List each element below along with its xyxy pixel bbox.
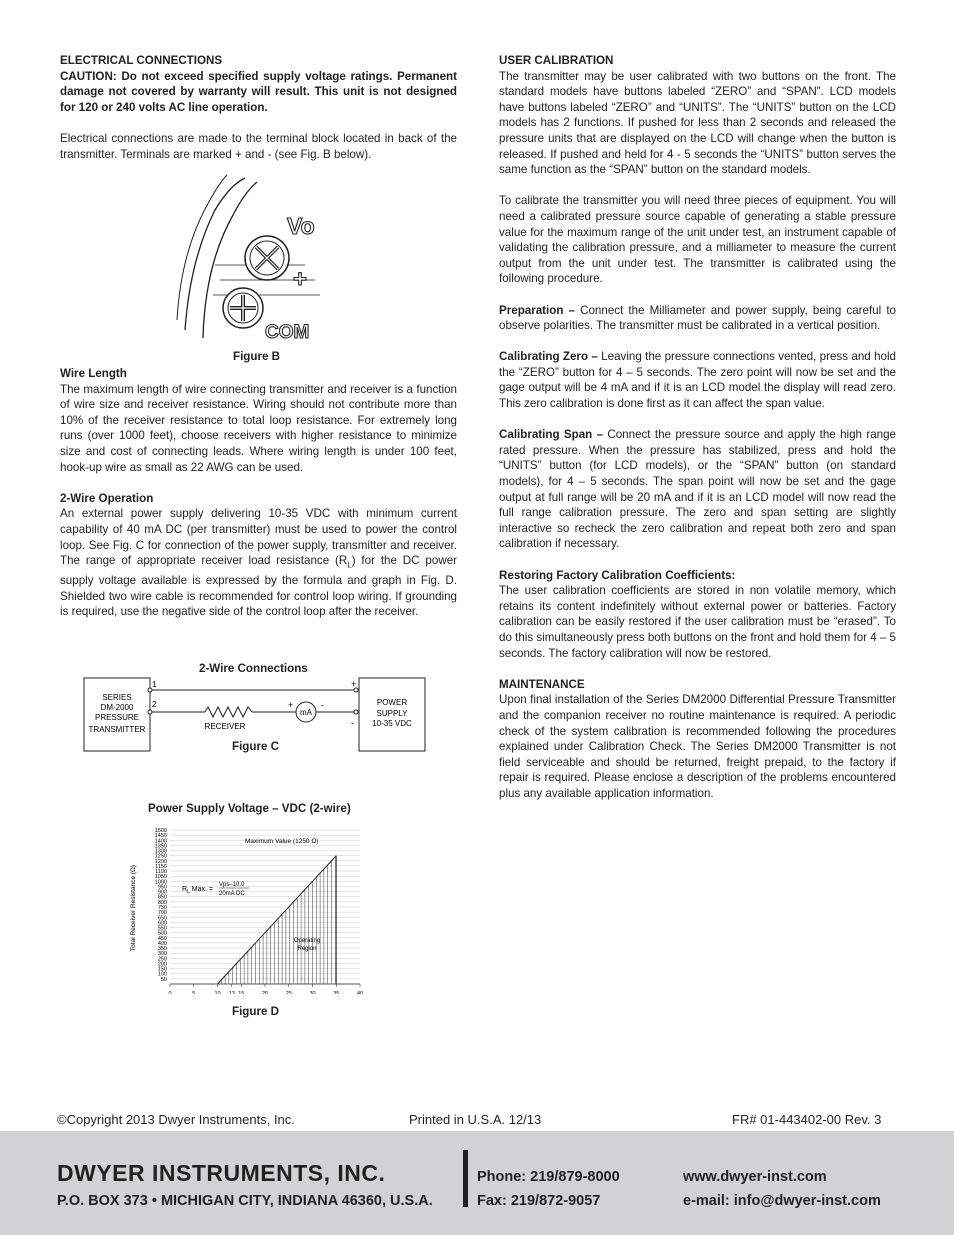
x-tick-label: 0: [168, 991, 172, 994]
figure-b-terminal-drawing: [175, 170, 335, 350]
region-label-1: Operating: [293, 938, 321, 944]
y-tick-label: 900: [157, 889, 167, 896]
x-tick-label: 13: [228, 991, 235, 994]
terminal-label-com: COM: [265, 322, 310, 343]
printed-date: Printed in U.S.A. 12/13: [409, 1112, 542, 1127]
form-number: FR# 01-443402-00 Rev. 3: [732, 1112, 882, 1127]
terminal-label-plus: +: [293, 266, 308, 293]
formula: [182, 882, 249, 897]
supply-line-2: SUPPLY: [376, 709, 408, 718]
figure-b-caption: Figure B: [233, 350, 281, 363]
supply-line-1: POWER: [376, 698, 408, 707]
two-wire-sub: L: [347, 560, 352, 570]
calibrating-zero-paragraph: [499, 349, 896, 411]
restore-text: The user calibration coefficients are stored in non volatile memory, which retains its content indefinitely without external power or batteries. Factory calibration can be easily restored if the user calibration must be “erased”. To do this simultaneously press both buttons on the front and hold them for 4 – 5 seconds. The factory calibration will now be restored.: [499, 584, 897, 660]
preparation-label: Preparation –: [499, 303, 575, 317]
y-tick-label: 1450: [154, 833, 167, 840]
formula-mid: Max. =: [189, 886, 213, 893]
upper-screw: [245, 236, 289, 280]
company-address: P.O. BOX 373 • MICHIGAN CITY, INDIANA 46360, U.S.A.: [57, 1193, 433, 1209]
formula-sub: L: [187, 889, 190, 895]
footer-divider: [463, 1150, 468, 1207]
company-name: DWYER INSTRUMENTS, INC.: [57, 1160, 386, 1186]
wire-outline-edge: [177, 175, 227, 320]
y-tick-label: 1300: [154, 848, 167, 855]
transmitter-line-1: SERIES: [102, 693, 132, 702]
formula-lhs: [182, 886, 213, 895]
series-line-rl-max: [218, 856, 337, 984]
y-tick-label: 1200: [154, 858, 167, 865]
x-tick-label: 40: [356, 991, 364, 994]
y-tick-label: 250: [157, 956, 167, 963]
y-tick-label: 500: [157, 930, 167, 937]
electrical-connections-heading: ELECTRICAL CONNECTIONS: [60, 54, 223, 67]
y-tick-label: 700: [157, 910, 167, 917]
formula-denominator: 20mA DC: [219, 891, 245, 897]
y-tick-label: 1500: [154, 828, 167, 834]
figure-d-chart: [125, 822, 375, 994]
website-link[interactable]: www.dwyer-inst.com: [683, 1169, 827, 1185]
x-tick-label: 35: [333, 991, 340, 994]
formula-r: R: [182, 886, 188, 893]
figure-c-caption: Figure C: [232, 740, 280, 753]
right-column: [499, 53, 896, 817]
y-tick-label: 1150: [155, 863, 167, 870]
two-wire-heading: 2-Wire Operation: [60, 491, 154, 505]
email-link[interactable]: e-mail: info@dwyer-inst.com: [683, 1193, 881, 1209]
meter-plus: +: [288, 700, 294, 710]
y-tick-label: 600: [157, 920, 167, 927]
x-tick-label: 30: [309, 991, 316, 994]
y-tick-label: 350: [157, 946, 167, 953]
equipment-text: To calibrate the transmitter you will need three pieces of equipment. You will need a calibrated pressure source capable of generating a stable pressure value for the maximum range of the unit under test, an instrument capable of validating the calibration pressure, and a milliameter to measure the current output from the unit under test. The transmitter is calibrated using the following procedure.: [499, 194, 896, 286]
maintenance-text: Upon final installation of the Series DM2000 Differential Pressure Transmitter and the companion receiver no routine maintenance is required. A periodic check of the system calibration is recommended following the procedures explained under Calibration Check. The Series DM2000 Transmitter is not field serviceable and should be returned, freight prepaid, to the factory if repair is required. Please enclose a description of the problems encountered plus any available application information.: [499, 693, 896, 800]
terminal-1-label: 1: [152, 680, 157, 689]
user-calibration-text: The transmitter may be user calibrated with two buttons on the front. The standard models have buttons labeled “ZERO” and “SPAN”. LCD models have buttons labeled “ZERO” and “UNITS”. The “UNITS” button on the LCD models has 2 functions. If pushed for less than 2 seconds and released the pressure units that are displayed on the LCD will change when the button is released. If pushed and held for 4 - 5 seconds the “UNITS” button serves the same function as the “SPAN” button on the standard models.: [499, 69, 896, 177]
y-tick-label: 400: [157, 940, 167, 947]
maintenance-heading: MAINTENANCE: [499, 677, 585, 691]
y-tick-label: 1050: [154, 874, 167, 881]
x-tick-label: 10: [214, 991, 221, 994]
x-tick-label: 25: [285, 991, 292, 994]
y-tick-label: 200: [157, 961, 167, 968]
y-axis-label: Total Receiver Resistance (Ω): [130, 864, 137, 952]
wire-length-heading: Wire Length: [60, 367, 127, 380]
preparation-text: Connect the Milliameter and power supply, being careful to observe polarities. The transmitter must be calibrated in a vertical position.: [499, 303, 896, 333]
transmitter-line-2: DM-2000: [100, 703, 134, 712]
y-tick-label: 1100: [155, 869, 167, 876]
calibrating-span-label: Calibrating Span –: [499, 428, 604, 442]
calibrating-zero-text: Leaving the pressure connections vented, press and hold the “ZERO” button for 4 – 5 seconds. The zero point will now be set and the gage output will be 4 mA and if it is an LCD model the display will read zero. This zero calibration is done first as it can affect the span value.: [499, 350, 896, 411]
y-tick-label: 850: [157, 894, 167, 901]
electrical-intro: Electrical connections are made to the terminal block located in back of the transmitter. Terminals are marked + and - (see Fig. B below).: [60, 131, 457, 161]
y-tick-label: 950: [157, 884, 167, 891]
y-tick-label: 300: [157, 951, 167, 958]
meter-minus: -: [321, 700, 324, 710]
y-tick-label: 1250: [154, 853, 167, 860]
receiver-resistor: [205, 707, 252, 717]
figure-c-title: 2-Wire Connections: [199, 662, 308, 675]
supply-line-3: 10-35 VDC: [372, 719, 412, 728]
x-tick-label: 20: [261, 991, 269, 994]
x-tick-label: 15: [238, 991, 245, 994]
y-tick-label: 450: [157, 935, 167, 942]
preparation-paragraph: [499, 303, 896, 334]
supply-plus: +: [351, 679, 357, 689]
y-tick-label: 50: [160, 976, 167, 983]
y-tick-label: 1350: [154, 843, 167, 850]
chart-title: Power Supply Voltage – VDC (2-wire): [148, 802, 351, 815]
y-tick-label: 1400: [154, 838, 167, 845]
lower-screw: [223, 288, 263, 328]
calibrating-span-paragraph: [499, 427, 896, 552]
y-tick-label: 100: [157, 971, 167, 978]
figure-d-caption: Figure D: [232, 1005, 280, 1018]
y-tick-label: 750: [157, 905, 167, 911]
y-tick-label: 1000: [154, 879, 167, 886]
y-tick-label: 150: [157, 966, 167, 973]
restore-heading: Restoring Factory Calibration Coefficients:: [499, 568, 736, 582]
terminal-2-label: 2: [152, 700, 157, 709]
y-tick-label: 650: [157, 915, 167, 922]
transmitter-line-4: TRANSMITTER: [88, 725, 146, 734]
max-value-annotation: Maximum Value (1250 Ω): [245, 838, 319, 845]
y-tick-label: 550: [157, 925, 167, 932]
left-column: [60, 53, 457, 178]
meter-label: mA: [300, 708, 312, 717]
y-tick-labels: [155, 828, 167, 983]
supply-minus: -: [351, 718, 354, 728]
phone: Phone: 219/879-8000: [477, 1169, 620, 1185]
user-calibration-heading: USER CALIBRATION: [499, 54, 614, 67]
x-tick-labels: [168, 991, 363, 994]
left-column-lower: [60, 366, 457, 635]
y-tick-label: 800: [157, 899, 167, 906]
two-wire-text-b: ) for the DC power supply voltage available is expressed by the formula and graph in Fig. D. Shielded two wire cable is recommended for control loop wiring. If grounding is required, use the negative side of the control loop after the receiver.: [60, 554, 457, 619]
caution-text: CAUTION: Do not exceed specified supply voltage ratings. Permanent damage not covered by warranty will result. This unit is not designed for 120 or 240 volts AC line operation.: [60, 69, 457, 114]
calibrating-span-text: Connect the pressure source and apply the high range rated pressure. When the pressure has stabilized, press and hold the “UNITS” button (for LCD models), or the “SPAN” button (on standard models), for 4 – 5 seconds. The span point will now be set and the gage output at full range will be 20 mA and if it is an LCD model will now read the full range calibration pressure. The zero and span setting are slightly interactive so recheck the zero calibration and repeat both zero and span calibration if necessary.: [499, 428, 896, 551]
wire-length-text: The maximum length of wire connecting transmitter and receiver is a function of wire size and receiver resistance. Wiring should not contribute more than 10% of the receiver resistance to total loop resistance. For extremely long runs (over 1000 feet), choose receivers with higher resistance to minimize size and cost of connecting leads. Where wiring length is under 100 feet, hook-up wire as small as 22 AWG can be used.: [60, 382, 457, 474]
formula-numerator: Vps–10.0: [219, 882, 245, 888]
two-wire-text: [60, 506, 457, 619]
terminal-label-vo: Vo: [287, 213, 315, 239]
two-wire-text-a: An external power supply delivering 10-35 VDC with minimum current capability of 40 mA DC (per transmitter) must be used to power the control loop. See Fig. C for connection of the power supply, transmitter and receiver. The range of appropriate receiver load resistance (R: [60, 507, 457, 568]
receiver-label: RECEIVER: [204, 722, 246, 731]
calibrating-zero-label: Calibrating Zero –: [499, 350, 598, 364]
transmitter-line-3: PRESSURE: [94, 713, 140, 722]
fax: Fax: 219/872-9057: [477, 1193, 601, 1209]
region-label-2: Region: [297, 946, 317, 952]
copyright: ©Copyright 2013 Dwyer Instruments, Inc.: [57, 1112, 295, 1127]
x-tick-label: 5: [192, 991, 196, 994]
